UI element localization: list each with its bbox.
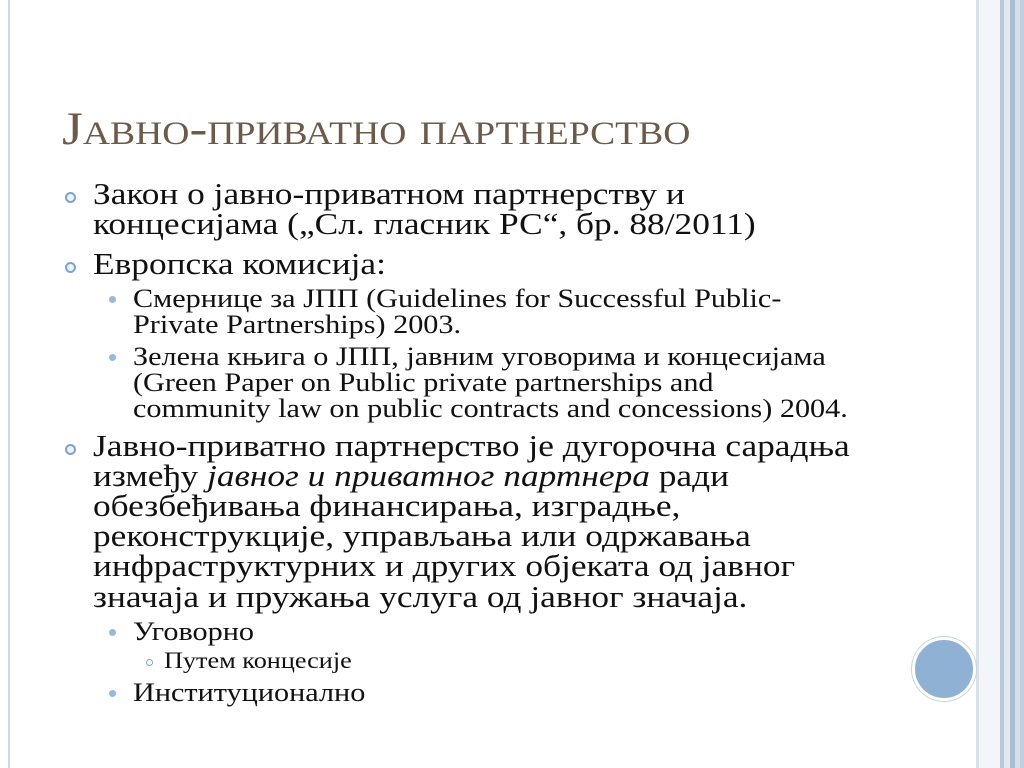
- bullet-list: [0, 176, 880, 707]
- sub-bullet-text-line: Private Partnerships) 2003.: [133, 309, 462, 340]
- bullet-row: [0, 427, 880, 614]
- sub-bullet-list: [0, 615, 880, 707]
- bullet-row: [0, 245, 880, 281]
- sub-bullet-item: [0, 341, 880, 424]
- sub-sub-bullet-item: [0, 649, 880, 673]
- text-segment: између: [93, 457, 207, 493]
- bullet-item: [0, 427, 880, 707]
- sub-bullet-text: [133, 676, 880, 707]
- bullet-item: [0, 176, 880, 242]
- sub-bullet-text-line: (Green Paper on Public private partnerships and: [133, 367, 714, 398]
- bullet-item: [0, 245, 880, 424]
- emphasized-text: јавног и приватног партнера: [207, 457, 650, 493]
- sub-bullet-row: [0, 341, 880, 424]
- sub-bullet-text: [133, 283, 880, 340]
- sub-bullet-list: [0, 283, 880, 424]
- small-bullet-ring-icon: [146, 659, 153, 666]
- sub-sub-bullet-list: [0, 649, 880, 673]
- bullet-text-line: Закон о јавно-приватном партнерству и: [93, 176, 685, 211]
- bullet-text-line: [93, 457, 729, 493]
- bullet-dot-icon: [109, 354, 116, 361]
- sub-bullet-item: [0, 676, 880, 707]
- bullet-ring-icon: [65, 192, 76, 203]
- sub-sub-bullet-text-line: Путем концесије: [164, 647, 352, 673]
- sub-bullet-row: [0, 283, 880, 340]
- bullet-dot-icon: [109, 690, 116, 697]
- bullet-dot-icon: [109, 296, 116, 303]
- sub-bullet-text-line: community law on public contracts and concessions) 2004.: [133, 393, 848, 424]
- bullet-row: [0, 176, 880, 242]
- right-edge-stripes: [976, 0, 1024, 768]
- sub-bullet-row: [0, 615, 880, 646]
- sub-bullet-text-line: Смернице за ЈПП (Guidelines for Successful Public-: [133, 283, 782, 314]
- text-segment: ради: [649, 457, 729, 493]
- sub-bullet-text-line: Уговорно: [133, 615, 255, 646]
- bullet-text: [93, 245, 880, 281]
- sub-sub-bullet-text: [164, 649, 880, 673]
- sub-bullet-text: [133, 615, 880, 646]
- bullet-dot-icon: [109, 629, 116, 636]
- bullet-text-line: обезбеђивања финансирања, изградње,: [93, 488, 681, 524]
- sub-bullet-text-line: Зелена књига о ЈПП, јавним уговорима и концесијама: [133, 341, 826, 372]
- sub-bullet-text: [133, 341, 880, 424]
- bullet-ring-icon: [65, 262, 76, 273]
- sub-bullet-item: [0, 283, 880, 340]
- bullet-text-line: реконструкције, управљања или одржавања: [93, 518, 751, 554]
- bullet-text-line: концесијама („Сл. гласник РС“, бр. 88/2011): [93, 206, 756, 242]
- decorative-circle: [912, 637, 976, 701]
- bullet-text: [93, 427, 880, 614]
- bullet-text-line: инфраструктурних и других објеката од јавног: [93, 548, 796, 584]
- bullet-text: [93, 176, 880, 242]
- bullet-ring-icon: [65, 444, 76, 455]
- slide-title: Јавно-приватно партнерство: [62, 103, 691, 155]
- bullet-text-line: Јавно-приватно партнерство је дугорочна сарадња: [93, 427, 850, 463]
- sub-bullet-text-line: Институционално: [133, 676, 366, 707]
- sub-bullet-row: [0, 676, 880, 707]
- bullet-text-line: значаја и пружања услуга од јавног значаја.: [93, 578, 748, 614]
- bullet-text-line: Европска комисија:: [93, 245, 386, 281]
- sub-bullet-item: [0, 615, 880, 673]
- sub-sub-bullet-row: [0, 649, 880, 673]
